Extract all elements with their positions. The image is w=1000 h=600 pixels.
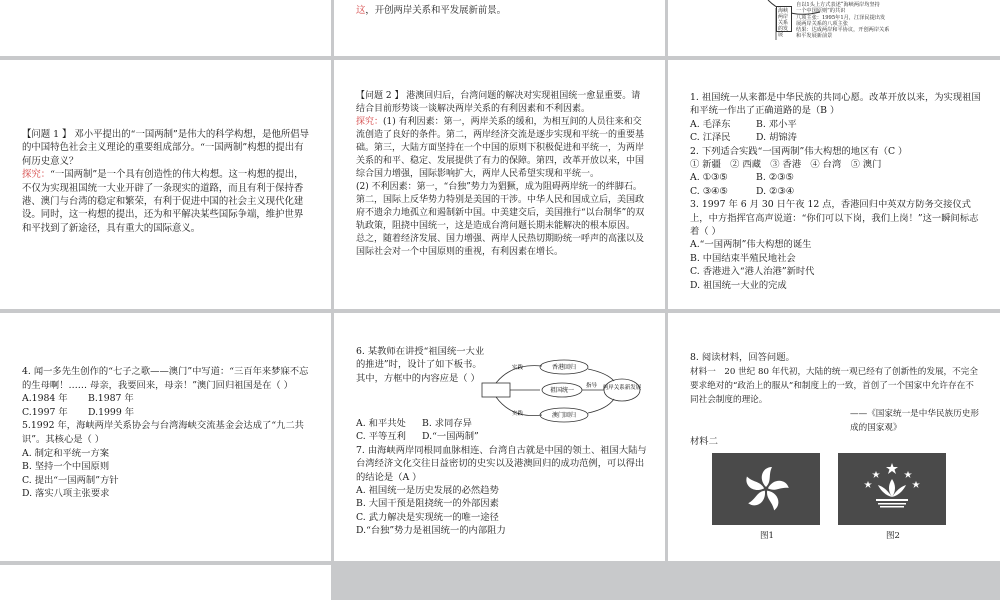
q1-block xyxy=(22,128,312,235)
q8-stem: 8. 阅读材料，回答问题。 xyxy=(690,352,795,363)
option: A. ①③⑤ xyxy=(690,172,728,184)
q1-stem: 1. 祖国统一从来都是中华民族的共同心愿。改革开放以来，为实现祖国和平统一作出了正确道路的是（B ） xyxy=(690,92,981,117)
hong-kong-flag xyxy=(712,453,820,525)
diagram-blank-box xyxy=(482,383,510,397)
q4-block xyxy=(22,365,312,501)
q1-answer-label: 探究： xyxy=(22,169,51,181)
diagram-label-bottom: 澳门回归 xyxy=(551,412,577,419)
material-1-text: 20 世纪 80 年代初，大陆的统一观已经有了创新性的发展，不完全要求绝对的“政治上的服从”和制度上的一致，首创了一个国家中允许存在不同社会制度的理论。 xyxy=(690,367,978,405)
option: B. 坚持一个中国原则 xyxy=(22,461,110,473)
q2-stem: 2. 下列适合实践“一国两制”伟大构想的地区有（C ） xyxy=(690,145,908,157)
q4-options-row xyxy=(22,406,312,420)
top-mid-text: 这，开创两岸关系和平发展新前景。 xyxy=(356,5,507,16)
q6-options-row xyxy=(356,430,648,443)
option: C. 武力解决是实现统一的唯一途径 xyxy=(356,511,499,523)
option: C. 平等互利 xyxy=(356,431,406,443)
q6-options-row xyxy=(356,417,648,430)
option: A. 制定和平统一方案 xyxy=(22,447,109,459)
q3-stem: 3. 1997 年 6 月 30 日午夜 12 点，香港回归中英双方防务交接仪式上，中方指挥官高声说道：“你们可以下岗，我们上岗！”这一瞬间标志着（ ） xyxy=(690,199,979,238)
option: B. 大国干预是阻挠统一的外部因素 xyxy=(356,498,499,510)
q2-options-row xyxy=(690,171,982,184)
option: B. 求同存异 xyxy=(422,418,472,429)
mindmap-line: 自以1头上方式表述“海峡两岸均坚持 xyxy=(796,2,880,8)
star-icon xyxy=(872,471,880,478)
material-1-source: ——《国家统一是中华民族历史形成的国家观》 xyxy=(850,409,979,433)
slide-question-1 xyxy=(0,60,331,309)
mindmap-line: 和平发展新前景 xyxy=(796,33,833,40)
q1-answer-text: “一国两制”是一个具有创造性的伟大构想。这一构想的提出，不仅为实现祖国统一大业开辟了一条现实的道路，而且有利于保持香港、澳门与台湾的稳定和繁荣，有利于促进中国的社会主义现代化建设。同时，这一构想的提出，还为和平解决某些国际争端，维护世界和平找到了新途径，具有重大的国际意义。 xyxy=(22,169,304,234)
mindmap-lines xyxy=(796,2,996,40)
q2-items: ① 新疆 ② 西藏 ③ 香港 ④ 台湾 ⑤ 澳门 xyxy=(690,159,882,171)
mindmap-side-label: 海峡两岸关系的发展 xyxy=(776,6,792,32)
q1-options-row xyxy=(690,118,982,131)
option: D. 胡锦涛 xyxy=(756,132,797,144)
macau-flag xyxy=(838,453,946,525)
q2-block xyxy=(356,90,646,259)
q6-options-block xyxy=(356,417,648,538)
option: A. 和平共处 xyxy=(356,418,406,429)
figure-1-caption: 图1 xyxy=(760,531,774,541)
diagram-label-arrow: 实践 xyxy=(512,365,524,371)
diagram-arrow xyxy=(588,369,614,381)
q-right-block xyxy=(690,91,982,292)
slide-questions-4-5 xyxy=(0,313,331,561)
slide-top-middle xyxy=(334,0,665,56)
q5-stem: 5.1992 年，海峡两岸关系协会与台湾海峡交流基金会达成了“九二共识”。其核心是（ ） xyxy=(22,420,304,445)
option: B. 中国结束半殖民地社会 xyxy=(690,252,796,264)
diagram-label-arrow: 指导 xyxy=(586,383,598,389)
slide-top-right xyxy=(668,0,1000,56)
slide-questions-6-7 xyxy=(334,313,665,561)
q6-stem: 6. 某教师在讲授“祖国统一大业的推进”时，设计了如下板书。其中，方框中的内容应是（ ） xyxy=(356,346,485,384)
mindmap-line: 八项主张：1995年1月，江泽民提出发 xyxy=(796,14,886,21)
diagram-label-arrow: 实践 xyxy=(512,411,524,417)
diagram-label-center: 祖国统一 xyxy=(549,387,575,394)
lotus-icon xyxy=(838,453,946,525)
bauhinia-icon xyxy=(712,453,820,525)
q8-block xyxy=(690,351,982,449)
option: D.1999 年 xyxy=(88,406,134,418)
slide-top-left xyxy=(0,0,331,56)
option: C. 江泽民 xyxy=(690,132,731,144)
option: A.“一国两制”伟大构想的诞生 xyxy=(690,239,812,251)
slide-questions-1-3 xyxy=(668,60,1000,309)
q2-answer-label: 探究： xyxy=(356,117,384,127)
star-icon xyxy=(886,463,898,474)
option: D.“台独”势力是祖国统一的内部阻力 xyxy=(356,525,506,537)
material-1-label: 材料一 xyxy=(690,367,716,377)
mindmap-line: 展两岸关系的八项主张 xyxy=(796,20,848,27)
diagram-label-top: 香港回归 xyxy=(551,364,577,371)
star-icon xyxy=(904,471,912,478)
option: C. 提出“一国两制”方针 xyxy=(22,474,119,486)
option: C. ③④⑤ xyxy=(690,185,728,197)
q2-p3: 总之，随着经济发展、国力增强、两岸人民热切期盼统一呼声的高涨以及国际社会对一个中国原则的重视，有利因素在增长。 xyxy=(356,234,645,257)
option: D. ②③④ xyxy=(756,185,795,197)
q2-p2: (2) 不利因素：第一，“台独”势力为猖獗，成为阻碍两岸统一的绊脚石。第二，国际上反华势力特别是美国的干涉。中华人民和国成立后，美国政府不遗余力地孤立和遏制新中国。中美建交后，美国推行“以台制华”的双轨政策，阻挠中国统一，这是造成台湾问题长期未能解决的根本原因。 xyxy=(356,182,645,231)
slide-question-2 xyxy=(334,60,665,309)
q4-stem: 4. 闻一多先生创作的“七子之歌——澳门”中写道：“三百年来梦寐不忘的生母啊！…… 母亲，我要回来，母亲！”澳门回归祖国是在（ ） xyxy=(22,366,309,391)
material-2-label: 材料二 xyxy=(690,436,718,447)
q1-options-row xyxy=(690,131,982,144)
option: C. 香港进入“港人治港”新时代 xyxy=(690,266,815,278)
q7-stem: 7. 由海峡两岸同根同血脉相连、台湾自古就是中国的领土、祖国大陆与台湾经济文化交往日益密切的史实以及港澳回归的成功范例，可以得出的结论是（A ） xyxy=(356,444,647,483)
mindmap-line: 结果：达成两岸和平协议，开创两岸关系 xyxy=(796,27,890,34)
option: B.1987 年 xyxy=(88,393,134,405)
q2-p1 xyxy=(356,116,646,181)
option: A. 毛泽东 xyxy=(690,118,731,130)
q1-title: 【问题 1 】 邓小平提出的“一国两制”是伟大的科学构想，是他所倡导的中国特色社会主义理论的重要组成部分。“一国两制”构想的提出有何历史意义？ xyxy=(22,129,309,167)
q2-title: 【问题 2 】 港澳回归后，台湾问题的解决对实现祖国统一愈显重要。请结合目前形势谈一谈解决两岸关系的有利因素和不利因素。 xyxy=(356,91,641,114)
slide-question-8 xyxy=(668,313,1000,561)
diagram-label-right: 两岸关系新发展 xyxy=(602,385,642,391)
diagram-arrow xyxy=(588,399,614,413)
q1-answer xyxy=(22,168,312,235)
figure-2-caption: 图2 xyxy=(886,531,900,541)
star-icon xyxy=(864,481,872,488)
q4-options-row xyxy=(22,392,312,406)
star-icon xyxy=(912,481,920,488)
option: A. 祖国统一是历史发展的必然趋势 xyxy=(356,485,499,497)
option: D. 落实八项主张要求 xyxy=(22,488,110,500)
slide-bottom-left xyxy=(0,565,331,600)
option: C.1997 年 xyxy=(22,406,68,418)
option: B. 邓小平 xyxy=(756,118,797,130)
option: B. ②③⑤ xyxy=(756,172,794,184)
option: A.1984 年 xyxy=(22,393,68,405)
option: D.“一国两制” xyxy=(422,431,479,443)
q2-options-row xyxy=(690,185,982,198)
q2-p1-text: (1) 有利因素：第一，两岸关系的缓和，为相互间的人员往来和交流创造了良好的条件。第二，两岸经济交流是逐步实现和平统一的重要基础。第三，大陆方面坚持在一个中国的原则下积极促进和平统一，为两岸关系的和平、稳定、发展提供了有力的保障。第四，改革开放以来，中国综合国力增强，国际影响扩大，两岸人民希望实现和平统一。 xyxy=(356,117,645,179)
option: D. 祖国统一大业的完成 xyxy=(690,279,787,291)
mindmap-line: 一个中国原则”的共识 xyxy=(796,8,846,15)
material-1 xyxy=(690,365,982,407)
